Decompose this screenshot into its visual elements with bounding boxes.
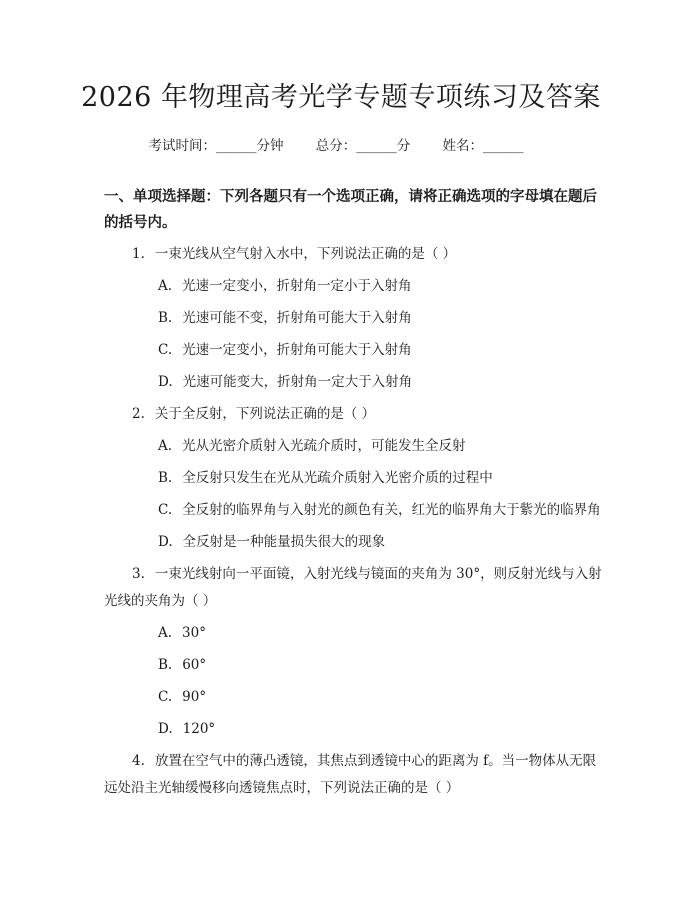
- option-text: 30°: [182, 625, 206, 641]
- question-number: 4.: [132, 753, 145, 769]
- question-1: [104, 241, 608, 268]
- option-1a: [104, 273, 608, 300]
- option-text: 全反射只发生在光从光疏介质射入光密介质的过程中: [182, 470, 493, 486]
- option-1d: [104, 369, 608, 396]
- question-3: [104, 561, 608, 615]
- option-text: 光速可能变大，折射角一定大于入射角: [182, 374, 413, 390]
- option-letter: B.: [158, 310, 173, 326]
- question-number: 3.: [132, 566, 145, 582]
- option-letter: B.: [158, 470, 173, 486]
- option-text: 全反射的临界角与入射光的颜色有关，红光的临界角大于紫光的临界角: [182, 502, 601, 518]
- question-number: 1.: [132, 246, 145, 262]
- option-letter: D.: [158, 721, 173, 737]
- option-2d: [104, 529, 608, 556]
- section-heading: 一、单项选择题：下列各题只有一个选项正确，请将正确选项的字母填在题后的括号内。: [104, 188, 597, 231]
- option-letter: C.: [158, 502, 173, 518]
- option-text: 120°: [182, 721, 216, 737]
- question-text: 放置在空气中的薄凸透镜，其焦点到透镜中心的距离为 f。当一物体从无限远处沿主光轴缓慢移向透镜焦点时，下列说法正确的是（ ）: [104, 753, 597, 796]
- option-2a: [104, 433, 608, 460]
- option-letter: D.: [158, 534, 173, 550]
- question-2: [104, 401, 608, 428]
- option-3d: [104, 716, 608, 743]
- exam-info-line: [64, 136, 608, 156]
- question-text: 关于全反射，下列说法正确的是（ ）: [154, 406, 376, 422]
- option-letter: A.: [158, 438, 173, 454]
- total-score-field: 总分：______分: [315, 138, 411, 154]
- option-3c: [104, 684, 608, 711]
- student-name-field: 姓名：______: [442, 138, 524, 154]
- option-1c: [104, 337, 608, 364]
- question-number: 2.: [132, 406, 145, 422]
- question-text: 一束光线从空气射入水中，下列说法正确的是（ ）: [154, 246, 457, 262]
- option-2b: [104, 465, 608, 492]
- option-text: 光从光密介质射入光疏介质时，可能发生全反射: [182, 438, 466, 454]
- page-title: 2026 年物理高考光学专题专项练习及答案: [81, 82, 601, 113]
- option-text: 90°: [182, 689, 207, 705]
- option-text: 光速可能不变，折射角可能大于入射角: [182, 310, 412, 326]
- option-letter: D.: [158, 374, 173, 390]
- option-1b: [104, 305, 608, 332]
- option-text: 60°: [182, 657, 207, 673]
- question-4: [104, 748, 608, 802]
- option-letter: C.: [158, 689, 173, 705]
- option-text: 光速一定变小，折射角一定小于入射角: [182, 278, 412, 294]
- option-3a: [104, 620, 608, 647]
- option-text: 光速一定变小，折射角可能大于入射角: [182, 342, 412, 358]
- option-letter: A.: [158, 625, 173, 641]
- question-text: 一束光线射向一平面镜，入射光线与镜面的夹角为 30°，则反射光线与入射光线的夹角为（ ）: [104, 566, 602, 609]
- option-text: 全反射是一种能量损失很大的现象: [182, 534, 386, 550]
- option-letter: C.: [158, 342, 173, 358]
- exam-time-field: 考试时间：______分钟: [148, 138, 284, 154]
- option-3b: [104, 652, 608, 679]
- option-letter: B.: [158, 657, 173, 673]
- option-2c: [104, 497, 608, 524]
- option-letter: A.: [158, 278, 173, 294]
